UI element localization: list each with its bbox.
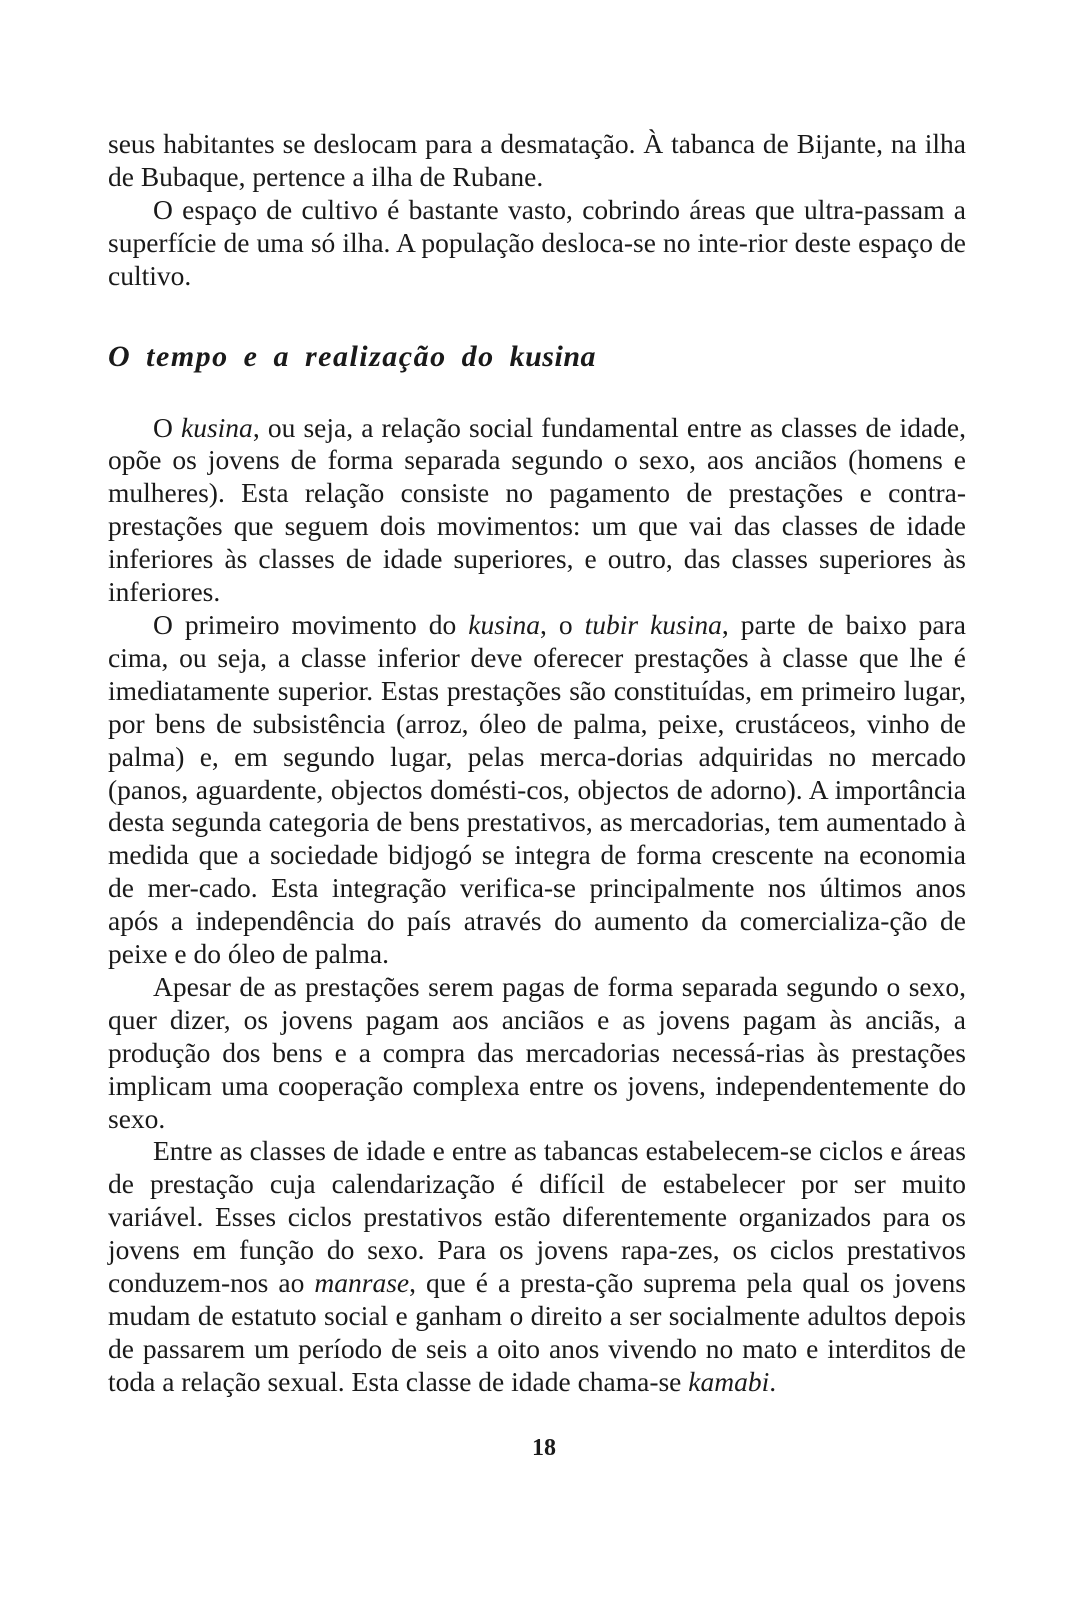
text-run: , o [540,608,585,640]
text-run: Entre as classes de idade e entre as tabancas estabelecem-se ciclos e áreas de prestação cuja calendarização é difícil de estabelecer por ser muito variável. Esses ciclos prestativos estão diferentemente organizados para os jovens em função do sexo. Para os jovens rapa-zes, os ciclos prestativos conduzem-nos ao [108,1135,966,1299]
term-manrase: manrase [314,1267,410,1299]
text-run: , que é a presta-ção suprema pela qual os jovens mudam de estatuto social e ganham o direito a ser socialmente adultos depois de passarem um período de seis a oito anos vivendo no mato e interditos de toda a relação sexual. Esta classe de idade chama-se [108,1267,966,1397]
section-heading [108,339,966,375]
text-run: , ou seja, a relação social fundamental entre as classes de idade, opõe os jovens de forma separada segundo o sexo, aos anciãos (homens e mulheres). Esta relação consiste no pagamento de prestações e contra-prestações que seguem dois movimentos: um que vai das classes de idade inferiores às classes de idade superiores, e outro, das classes superiores às inferiores. [108,411,966,608]
intro-paragraph-1: seus habitantes se deslocam para a desmatação. À tabanca de Bijante, na ilha de Bubaque, pertence a ilha de Rubane. [108,128,966,192]
body-paragraph-2 [108,609,966,971]
body-paragraph-1 [108,412,966,609]
page-content [108,128,966,1399]
term-kusina: kusina [181,411,253,443]
intro-paragraph-2: O espaço de cultivo é bastante vasto, cobrindo áreas que ultra-passam a superfície de uma só ilha. A população desloca-se no inte-rior deste espaço de cultivo. [108,193,966,291]
text-run: O [153,411,181,443]
text-run: O primeiro movimento do [153,608,469,640]
body-paragraph-4 [108,1135,966,1398]
section-heading-text: O tempo e a realização do [108,339,510,373]
body-paragraph-3: Apesar de as prestações serem pagas de forma separada segundo o sexo, quer dizer, os jovens pagam aos anciãos e as jovens pagam às anciãs, a produção dos bens e a compra das mercadorias necessá-rias às prestações implicam uma cooperação complexa entre os jovens, independentemente do sexo. [108,970,966,1134]
text-run: . [769,1365,777,1397]
page-number: 18 [532,1435,556,1461]
section-heading-term: kusina [509,339,597,373]
text-run: , parte de baixo para cima, ou seja, a classe inferior deve oferecer prestações à classe que lhe é imediatamente superior. Estas prestações são constituídas, em primeiro lugar, por bens de subsistência (arroz, óleo de palma, peixe, crustáceos, vinho de palma) e, em segundo lugar, pelas merca-dorias adquiridas no mercado (panos, aguardente, objectos domésti-cos, objectos de adorno). A importância desta segunda categoria de bens prestativos, as mercadorias, tem aumentado à medida que a sociedade bidjogó se integra de forma crescente na economia de mer-cado. Esta integração verifica-se principalmente nos últimos anos após a independência do país através do aumento da comercializa-ção de peixe e do óleo de palma. [108,608,967,970]
term-kamabi: kamabi [688,1365,770,1397]
term-kusina: kusina [468,608,541,640]
term-tubir-kusina: tubir kusina [584,608,722,640]
